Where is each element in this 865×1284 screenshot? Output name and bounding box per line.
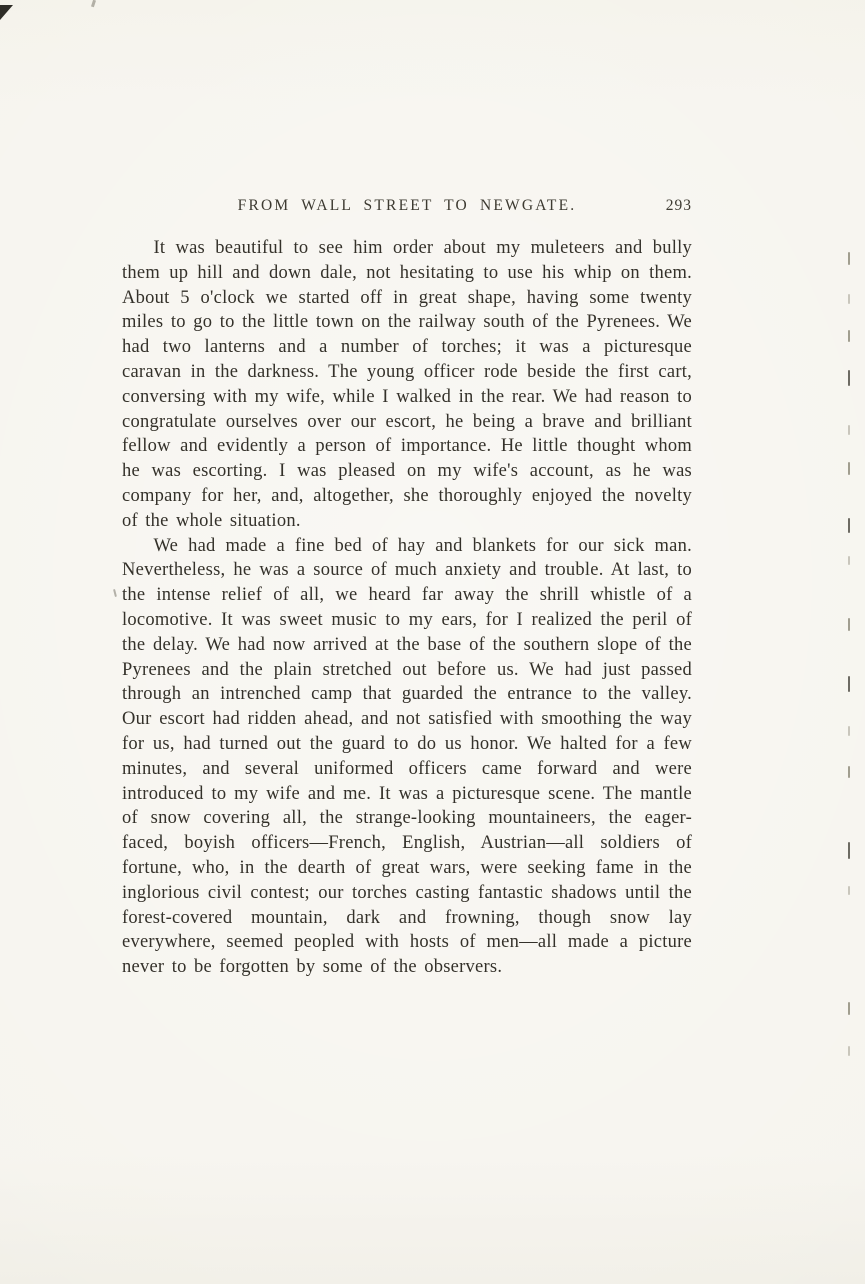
running-title: FROM WALL STREET TO NEWGATE. — [237, 197, 577, 214]
paragraph: We had made a fine bed of hay and blankets for our sick man. Nevertheless, he was a source of much anxiety and trouble. At last, to the intense relief of all, we heard far away the shrill whistle of a locomotive. It was sweet music to my ears, for I realized the peril of the delay. We had now arrived at the base of the southern slope of the Pyrenees and the plain stretched out before us. We had just passed through an intrenched camp that guarded the entrance to the valley. Our escort had ridden ahead, and not satisfied with smoothing the way for us, had turned out the guard to do us honor. We halted for a few minutes, and several uniformed officers came forward and were introduced to my wife and me. It was a picturesque scene. The mantle of snow covering all, the strange-looking mountaineers, the eager-faced, boyish officers—French, English, Austrian—all soldiers of fortune, who, in the dearth of great wars, were seeking fame in the inglorious civil contest; our torches casting fantastic shadows until the forest-covered mountain, dark and frowning, though snow lay everywhere, seemed peopled with hosts of men—all made a picture never to be forgotten by some of the observers. — [122, 535, 692, 978]
page-content — [122, 197, 692, 980]
page-number: 293 — [665, 197, 692, 214]
scan-speck — [113, 589, 117, 597]
paragraph: It was beautiful to see him order about my muleteers and bully them up hill and down dale, not hesitating to use his whip on them. About 5 o'clock we started off in great shape, having some twenty miles to go to the little town on the railway south of the Pyrenees. We had two lanterns and a number of torches; it was a picturesque caravan in the darkness. The young officer rode beside the first cart, conversing with my wife, while I walked in the rear. We had reason to congratulate ourselves over our escort, he being a brave and brilliant fellow and evidently a person of importance. He little thought whom he was escorting. I was pleased on my wife's account, as he was company for her, and, altogether, she thoroughly enjoyed the novelty of the whole situation. — [122, 238, 692, 531]
scan-corner-artifact — [0, 5, 13, 20]
page-body — [122, 236, 692, 980]
page-header — [122, 197, 692, 219]
scan-speck — [91, 0, 96, 7]
